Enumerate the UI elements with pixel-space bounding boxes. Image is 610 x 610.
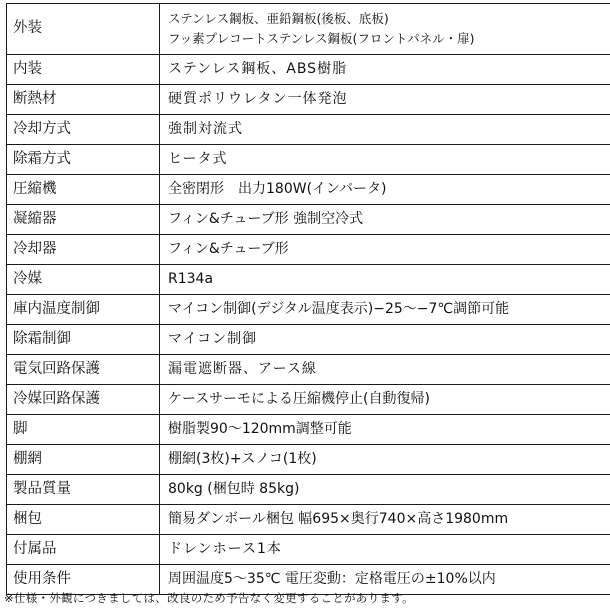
- spec-label: 凝縮器: [7, 205, 160, 235]
- spec-value: ケースサーモによる圧縮機停止(自動復帰): [160, 385, 610, 415]
- spec-row-cooling-method: [7, 115, 610, 145]
- spec-label: 冷媒: [7, 265, 160, 295]
- spec-row-exterior: [7, 4, 610, 55]
- spec-row-refrigerant: [7, 265, 610, 295]
- spec-label: 断熱材: [7, 85, 160, 115]
- spec-row-refrigerant-protection: [7, 385, 610, 415]
- spec-value: 80kg (梱包時 85kg): [160, 475, 610, 505]
- spec-label: 内装: [7, 55, 160, 85]
- spec-value: 周囲温度5〜35℃ 電圧変動：定格電圧の±10%以内: [160, 565, 610, 595]
- spec-label: 庫内温度制御: [7, 295, 160, 325]
- spec-row-shelves: [7, 445, 610, 475]
- spec-value: 樹脂製90〜120mm調整可能: [160, 415, 610, 445]
- spec-value: R134a: [160, 265, 610, 295]
- spec-row-temperature-control: [7, 295, 610, 325]
- spec-row-electrical-protection: [7, 355, 610, 385]
- spec-label: 除霜方式: [7, 145, 160, 175]
- spec-value: 簡易ダンボール梱包 幅695×奥行740×高さ1980mm: [160, 505, 610, 535]
- spec-label: 使用条件: [7, 565, 160, 595]
- spec-row-insulation: [7, 85, 610, 115]
- spec-row-accessories: [7, 535, 610, 565]
- spec-row-legs: [7, 415, 610, 445]
- spec-label: 除霜制御: [7, 325, 160, 355]
- spec-value: [160, 4, 610, 55]
- spec-row-compressor: [7, 175, 610, 205]
- spec-value: 棚網(3枚)+スノコ(1枚): [160, 445, 610, 475]
- spec-value: ヒータ式: [160, 145, 610, 175]
- spec-value-line: フッ素プレコートステンレス鋼板(フロントパネル・扉): [168, 31, 475, 46]
- spec-label: 付属品: [7, 535, 160, 565]
- spec-row-condenser: [7, 205, 610, 235]
- spec-label: 冷媒回路保護: [7, 385, 160, 415]
- spec-label: 冷却方式: [7, 115, 160, 145]
- spec-value: フィン&チューブ形: [160, 235, 610, 265]
- spec-value: 硬質ポリウレタン一体発泡: [160, 85, 610, 115]
- spec-value: 全密閉形 出力180W(インバータ): [160, 175, 610, 205]
- spec-label: 製品質量: [7, 475, 160, 505]
- spec-label: 棚網: [7, 445, 160, 475]
- spec-table: [6, 3, 610, 595]
- spec-label: 圧縮機: [7, 175, 160, 205]
- spec-value: フィン&チューブ形 強制空冷式: [160, 205, 610, 235]
- spec-row-packaging: [7, 505, 610, 535]
- spec-value: 強制対流式: [160, 115, 610, 145]
- footnote: ※仕様・外観につきましては、改良のため予告なく変更することがあります。: [4, 591, 414, 605]
- spec-label: 脚: [7, 415, 160, 445]
- spec-row-defrost-method: [7, 145, 610, 175]
- spec-value: ステンレス鋼板、ABS樹脂: [160, 55, 610, 85]
- spec-value: 漏電遮断器、アース線: [160, 355, 610, 385]
- spec-label: 冷却器: [7, 235, 160, 265]
- spec-label: 梱包: [7, 505, 160, 535]
- spec-label: 電気回路保護: [7, 355, 160, 385]
- spec-label: 外装: [7, 4, 160, 55]
- spec-value: ドレンホース1本: [160, 535, 610, 565]
- spec-value: マイコン制御: [160, 325, 610, 355]
- spec-value-line: ステンレス鋼板、亜鉛鋼板(後板、底板): [168, 11, 389, 26]
- spec-row-defrost-control: [7, 325, 610, 355]
- spec-row-evaporator: [7, 235, 610, 265]
- spec-value: マイコン制御(デジタル温度表示)−25〜−7℃調節可能: [160, 295, 610, 325]
- spec-row-weight: [7, 475, 610, 505]
- spec-row-interior: [7, 55, 610, 85]
